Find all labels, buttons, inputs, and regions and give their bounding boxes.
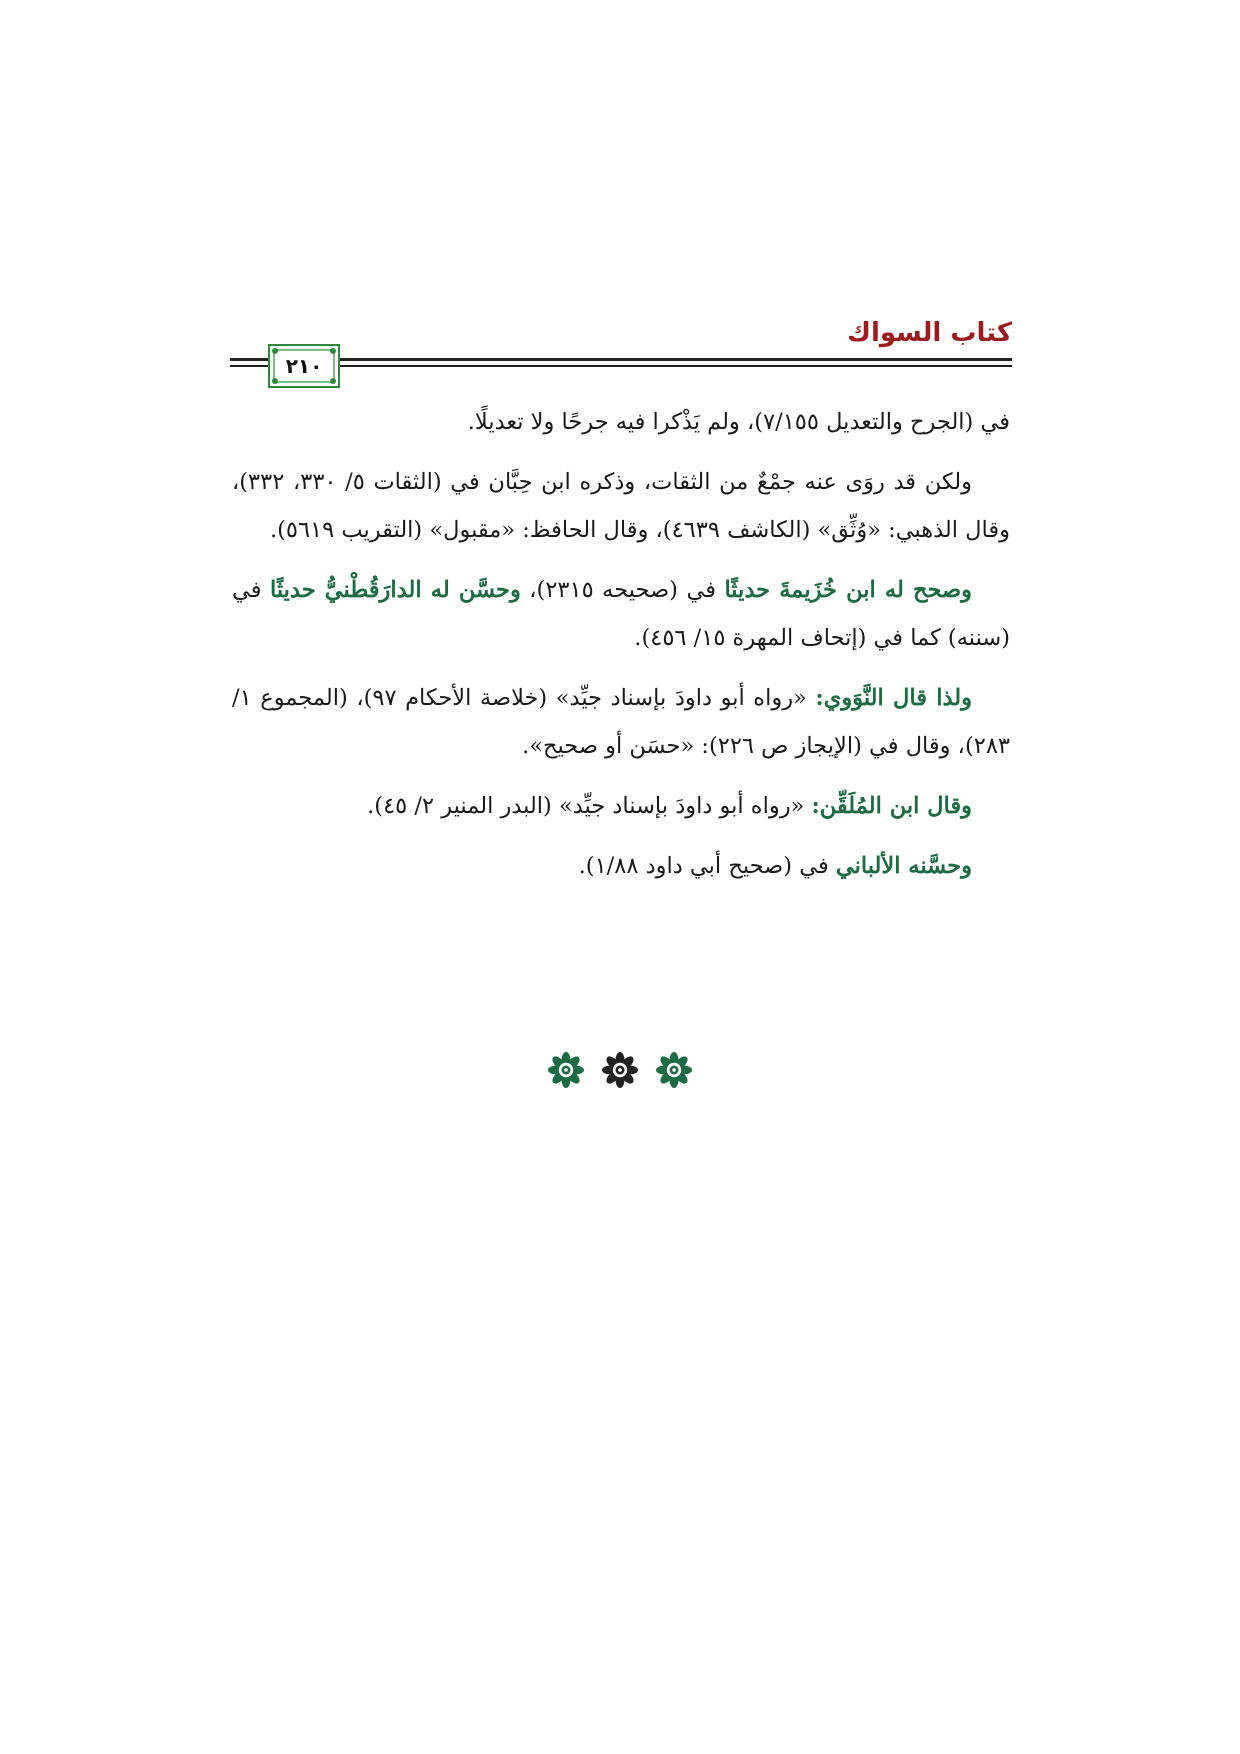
paragraph-text: ولكن قد روَى عنه جمْعٌ من الثقات، وذكره ابن حِبَّان في (الثقات ٥/ ٣٣٠، ٣٣٢)، وقال الذهبي: «وُثِّق» (الكاشف ٤٦٣٩)، وقال الحافظ: «مقبول» (التقريب ٥٦١٩). [232,469,1010,543]
frame-corner-icon [272,378,278,384]
header-rule [230,358,1012,370]
paragraph-text: في (صحيح أبي داود ١/٨٨). [578,853,836,879]
scholar-name: ولذا قال النَّوَوي: [815,685,972,711]
flower-ornament-icon [548,1052,584,1088]
paragraph-text: في (سننه) كما في (إتحاف المهرة ١٥/ ٤٥٦). [232,577,1010,651]
paragraph-text: في (صحيحه ٢٣١٥)، [520,577,725,603]
section-end-ornaments [0,1052,1240,1088]
body-paragraph [232,398,1010,446]
page-header [230,318,1012,390]
body-paragraph [232,458,1010,554]
scholar-name: وصحح له ابن خُزَيمةَ حديثًا [724,577,972,603]
page-body [232,398,1010,902]
body-paragraph [232,674,1010,770]
page-number-frame [268,344,340,388]
scholar-name: وحسَّن له الدارَقُطْنيُّ حديثًا [270,577,521,603]
header-rule-thick-line [230,358,1012,361]
body-paragraph [232,782,1010,830]
page-number: ٢١٠ [285,354,323,378]
book-title: كتاب السواك [847,318,1012,348]
flower-ornament-icon [602,1052,638,1088]
paragraph-text: «رواه أبو داودَ بإسناد جيِّد» (خلاصة الأحكام ٩٧)، (المجموع ١/ ٢٨٣)، وقال في (الإيجاز ص ٢٢٦): «حسَن أو صحيح». [232,685,1010,759]
body-paragraph [232,566,1010,662]
scholar-name: وحسَّنه الألباني [835,853,972,879]
frame-corner-icon [272,348,278,354]
body-paragraph [232,842,1010,890]
flower-ornament-icon [656,1052,692,1088]
frame-corner-icon [330,378,336,384]
paragraph-text: في (الجرح والتعديل ٧/١٥٥)، ولم يَذْكرا فيه جرحًا ولا تعديلًا. [467,409,1010,435]
paragraph-text: «رواه أبو داودَ بإسناد جيِّد» (البدر المنير ٢/ ٤٥). [367,793,812,819]
scholar-name: وقال ابن المُلَقِّن: [811,793,972,819]
frame-corner-icon [330,348,336,354]
header-rule-thin-line [230,365,1012,367]
